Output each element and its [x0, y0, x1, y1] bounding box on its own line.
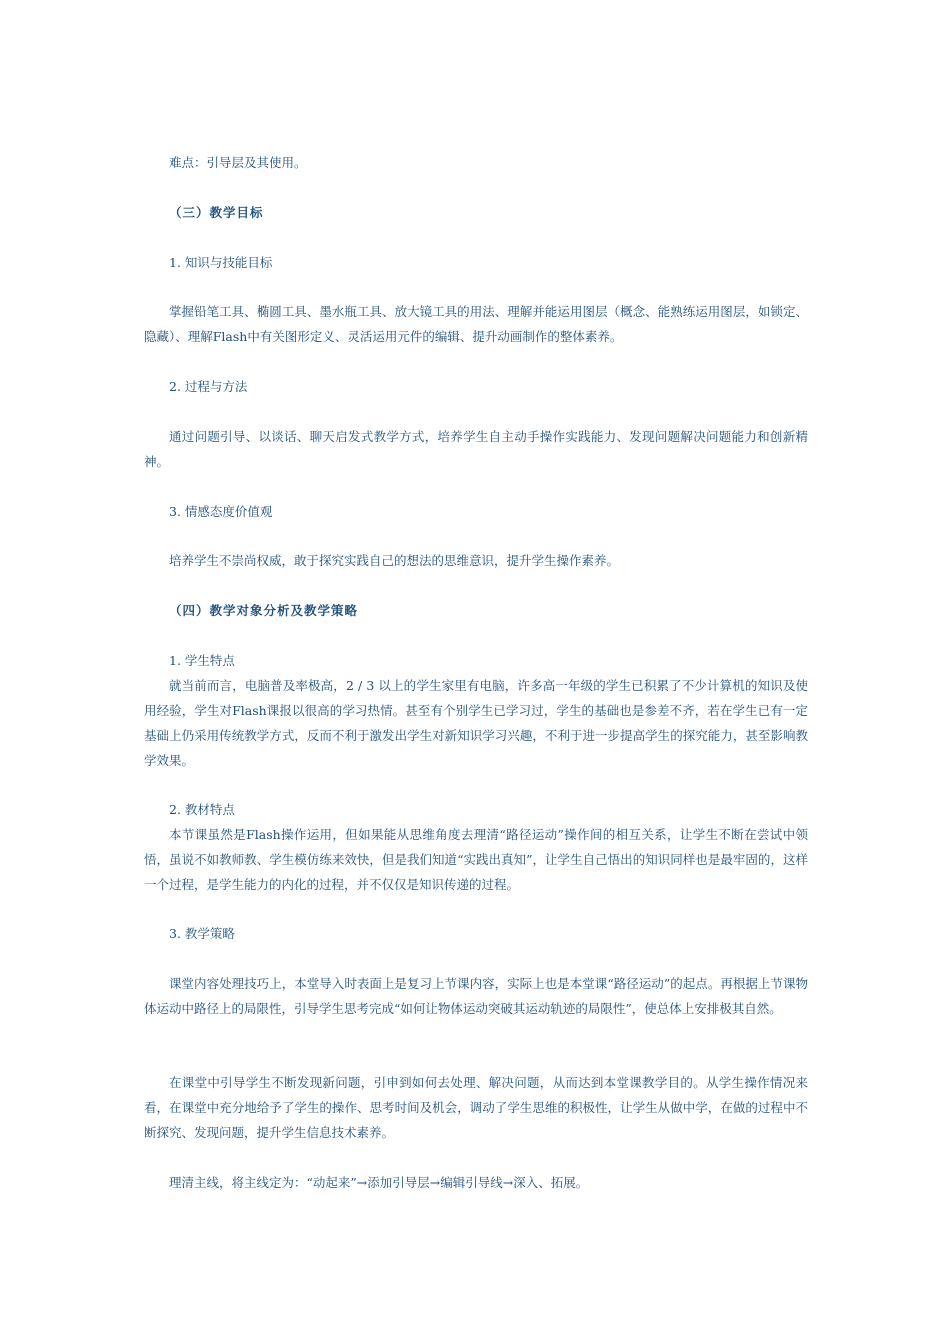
goal-process-paragraph: 通过问题引导、以谈话、聊天启发式教学方式，培养学生自主动手操作实践能力、发现问题解决问题能力和创新精神。 [144, 429, 808, 469]
section-heading-analysis: （四）教学对象分析及教学策略 [169, 603, 359, 618]
document-page [144, 0, 808, 1344]
section-heading-teaching-goals: （三）教学目标 [169, 205, 264, 220]
strategy-paragraph-1: 课堂内容处理技巧上，本堂导入时表面上是复习上节课内容，实际上也是本堂课“路径运动”的起点。再根据上节课物体运动中路径上的局限性，引导学生思考完成“如何让物体运动突破其运动轨迹的局限性”，使总体上安排极其自然。 [144, 976, 808, 1016]
goal-attitude-title: 3. 情感态度价值观 [169, 504, 273, 519]
goal-process-title: 2. 过程与方法 [169, 379, 248, 394]
analysis-material-title: 2. 教材特点 [169, 802, 235, 817]
goal-knowledge-title: 1. 知识与技能目标 [169, 255, 273, 270]
analysis-strategy-title: 3. 教学策略 [169, 926, 235, 941]
goal-attitude-paragraph: 培养学生不崇尚权威，敢于探究实践自己的想法的思维意识，提升学生操作素养。 [169, 553, 620, 568]
strategy-paragraph-2: 在课堂中引导学生不断发现新问题，引申到如何去处理、解决问题，从而达到本堂课教学目的。从学生操作情况来看，在课堂中充分地给予了学生的操作、思考时间及机会，调动了学生思维的积极性，让学生从做中学，在做的过程中不断探究、发现问题，提升学生信息技术素养。 [144, 1075, 808, 1140]
analysis-student-title: 1. 学生特点 [169, 653, 235, 668]
goal-knowledge-paragraph: 掌握铅笔工具、椭圆工具、墨水瓶工具、放大镜工具的用法、理解并能运用图层（概念、能熟练运用图层，如锁定、隐藏）、理解Flash中有关图形定义、灵活运用元件的编辑、提升动画制作的整体素养。 [144, 304, 808, 344]
analysis-material-paragraph: 本节课虽然是Flash操作运用，但如果能从思维角度去理清“路径运动”操作间的相互关系，让学生不断在尝试中领悟，虽说不如教师教、学生模仿练来效快，但是我们知道“实践出真知”，让学生自己悟出的知识同样也是最牢固的，这样一个过程，是学生能力的内化的过程，并不仅仅是知识传递的过程。 [144, 827, 808, 892]
analysis-student-paragraph: 就当前而言，电脑普及率极高，2 / 3 以上的学生家里有电脑，许多高一年级的学生已积累了不少计算机的知识及使用经验，学生对Flash课报以很高的学习热情。甚至有个别学生已学习过，学生的基础也是参差不齐，若在学生已有一定基础上仍采用传统教学方式，反而不利于激发出学生对新知识学习兴趣，不利于进一步提高学生的探究能力，甚至影响教学效果。 [144, 678, 808, 768]
strategy-paragraph-3: 理清主线，将主线定为：“动起来”→添加引导层→编辑引导线→深入、拓展。 [169, 1175, 589, 1190]
difficulty-line: 难点：引导层及其使用。 [169, 155, 307, 170]
